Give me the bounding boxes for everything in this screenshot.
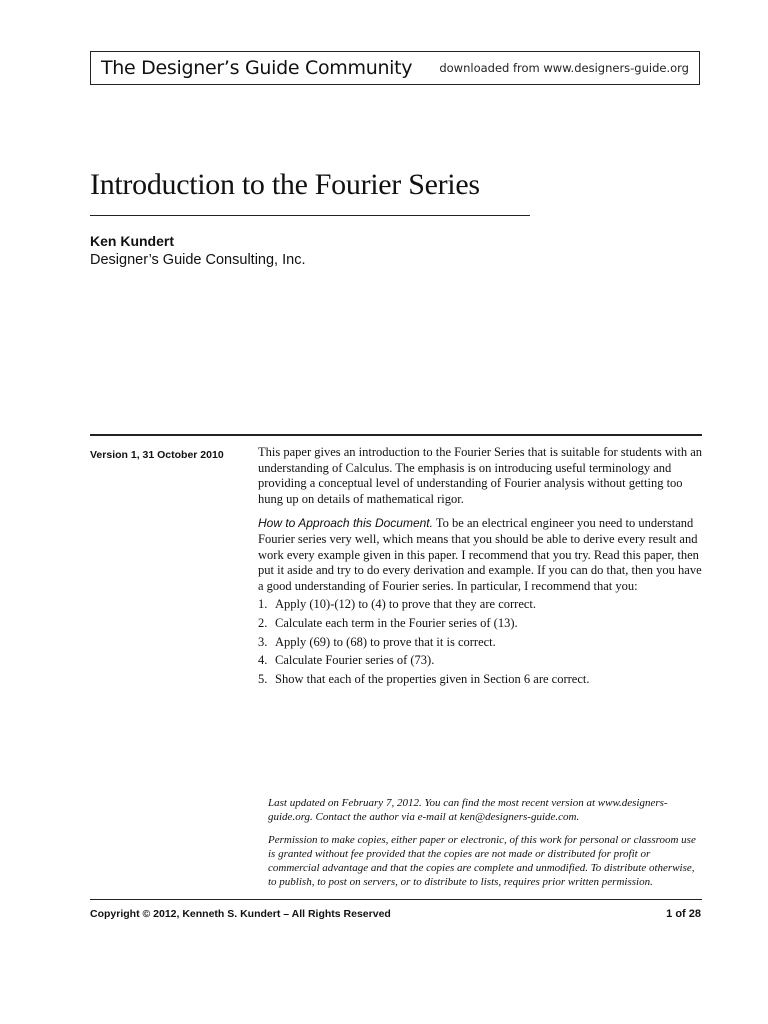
list-item-text: Apply (69) to (68) to prove that it is correct. — [275, 634, 496, 649]
list-item-text: Calculate Fourier series of (73). — [275, 653, 435, 668]
approach-paragraph — [258, 516, 702, 594]
list-item-number: 2. — [258, 616, 268, 631]
list-item — [258, 616, 702, 632]
permission-note: Permission to make copies, either paper or electronic, of this work for personal or classroom use is granted without fee provided that the copies are not made or distributed for profit or commercial advantage and that the copies are complete and unmodified. To distribute otherwise, to publish, to post on servers, or to distribute to lists, requires prior written permission. — [268, 833, 696, 889]
abstract — [258, 445, 702, 691]
steps-list — [258, 597, 702, 687]
list-item-number: 5. — [258, 672, 268, 687]
list-item — [258, 653, 702, 669]
document-title: Introduction to the Fourier Series — [90, 168, 480, 201]
approach-heading: How to Approach this Document. — [258, 516, 433, 531]
last-updated-note: Last updated on February 7, 2012. You can find the most recent version at www.designers-guide.org. Contact the author via e-mail at ken@designers-guide.com. — [268, 797, 668, 824]
title-divider — [90, 215, 530, 216]
list-item-number: 4. — [258, 653, 268, 668]
list-item-text: Calculate each term in the Fourier series of (13). — [275, 616, 518, 631]
list-item-text: Apply (10)-(12) to (4) to prove that they are correct. — [275, 597, 537, 612]
page-number: 1 of 28 — [666, 908, 701, 920]
copyright-notice: Copyright © 2012, Kenneth S. Kundert – All Rights Reserved — [90, 908, 391, 920]
abstract-intro: This paper gives an introduction to the Fourier Series that is suitable for students with an understanding of Calculus. The emphasis is on introducing useful terminology and providing a conceptual level of understanding of Fourier analysis without getting too hung up on details of mathematical rigor. — [258, 445, 703, 506]
header-banner — [90, 51, 700, 85]
list-item — [258, 635, 702, 651]
list-item-text: Show that each of the properties given in Section 6 are correct. — [275, 672, 590, 687]
list-item-number: 3. — [258, 634, 268, 649]
list-item — [258, 672, 702, 688]
document-notes — [268, 796, 700, 890]
banner-title: The Designer’s Guide Community — [101, 57, 413, 79]
approach-text: To be an electrical engineer you need to understand Fourier series very well, which means that you should be able to derive every result and work every example given in this paper. I recommend that you try. Read this paper, then put it aside and try to do every derivation and example. If you can do that, then you have a good understanding of Fourier series. In particular, I recommend that you: — [258, 516, 702, 593]
version-divider — [90, 434, 702, 436]
footer-divider — [90, 899, 702, 900]
list-item-number: 1. — [258, 597, 268, 612]
author-affiliation: Designer’s Guide Consulting, Inc. — [90, 252, 306, 268]
list-item — [258, 597, 702, 613]
author-name: Ken Kundert — [90, 233, 174, 249]
version-label: Version 1, 31 October 2010 — [90, 449, 224, 461]
banner-download-note: downloaded from www.designers-guide.org — [439, 61, 689, 75]
